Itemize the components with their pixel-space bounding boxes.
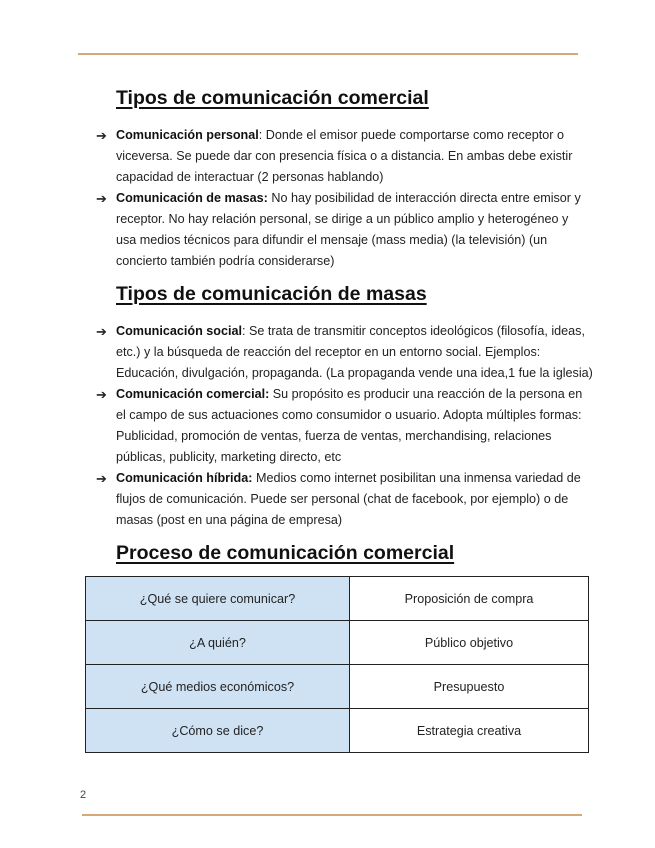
question-cell: ¿Qué se quiere comunicar?	[86, 577, 350, 621]
page-content	[0, 86, 655, 753]
bullet-list-comercial	[96, 125, 655, 272]
footer-rule	[82, 814, 582, 816]
table-row	[86, 709, 589, 753]
item-term: Comunicación híbrida:	[116, 471, 253, 485]
right-arrow-icon: ➔	[96, 471, 107, 486]
answer-cell: Presupuesto	[350, 665, 589, 709]
item-term: Comunicación comercial:	[116, 387, 270, 401]
list-item	[96, 384, 655, 468]
process-table	[85, 576, 589, 753]
heading-tipos-comunicacion-masas: Tipos de comunicación de masas	[116, 283, 427, 305]
item-term: Comunicación de masas:	[116, 191, 268, 205]
heading-tipos-comunicacion-comercial: Tipos de comunicación comercial	[116, 87, 429, 109]
item-text: Su propósito es producir una reacción de la persona en el campo de sus actuaciones como consumidor o usuario. Adopta múltiples formas: Publicidad, promoción de ventas, fuerza de ventas, merchandising, relaciones públicas, publicity, marketing directo, etc	[116, 387, 583, 464]
item-term: Comunicación personal	[116, 128, 259, 142]
page-number: 2	[80, 789, 87, 801]
item-term: Comunicación social	[116, 324, 242, 338]
header-rule	[78, 53, 578, 55]
right-arrow-icon: ➔	[96, 128, 107, 143]
table-row	[86, 665, 589, 709]
right-arrow-icon: ➔	[96, 324, 107, 339]
question-cell: ¿Cómo se dice?	[86, 709, 350, 753]
right-arrow-icon: ➔	[96, 387, 107, 402]
item-text: Medios como internet posibilitan una inmensa variedad de flujos de comunicación. Puede ser personal (chat de facebook, por ejemplo) o de masas (post en una página de empresa)	[116, 471, 581, 527]
item-text: : Se trata de transmitir conceptos ideológicos (filosofía, ideas, etc.) y la búsqueda de reacción del receptor en un entorno social. Ejemplos: Educación, divulgación, propaganda. (La propaganda vende una idea,1 fue la iglesia)	[116, 324, 593, 380]
table-row	[86, 577, 589, 621]
heading-proceso-comunicacion: Proceso de comunicación comercial	[116, 542, 455, 564]
table-row	[86, 621, 589, 665]
right-arrow-icon: ➔	[96, 191, 107, 206]
item-text: : Donde el emisor puede comportarse como receptor o viceversa. Se puede dar con presencia física o a distancia. En ambas debe existir capacidad de interactuar (2 personas hablando)	[116, 128, 573, 184]
list-item	[96, 468, 655, 531]
question-cell: ¿A quién?	[86, 621, 350, 665]
list-item	[96, 125, 655, 188]
answer-cell: Público objetivo	[350, 621, 589, 665]
question-cell: ¿Qué medios económicos?	[86, 665, 350, 709]
list-item	[96, 188, 655, 272]
bullet-list-masas	[96, 321, 655, 531]
answer-cell: Estrategia creativa	[350, 709, 589, 753]
list-item	[96, 321, 655, 384]
item-text: No hay posibilidad de interacción directa entre emisor y receptor. No hay relación personal, se dirige a un público amplio y heterogéneo y usa medios técnicos para difundir el mensaje (mass media) (la televisión) (un concierto también podría considerarse)	[116, 191, 581, 268]
answer-cell: Proposición de compra	[350, 577, 589, 621]
